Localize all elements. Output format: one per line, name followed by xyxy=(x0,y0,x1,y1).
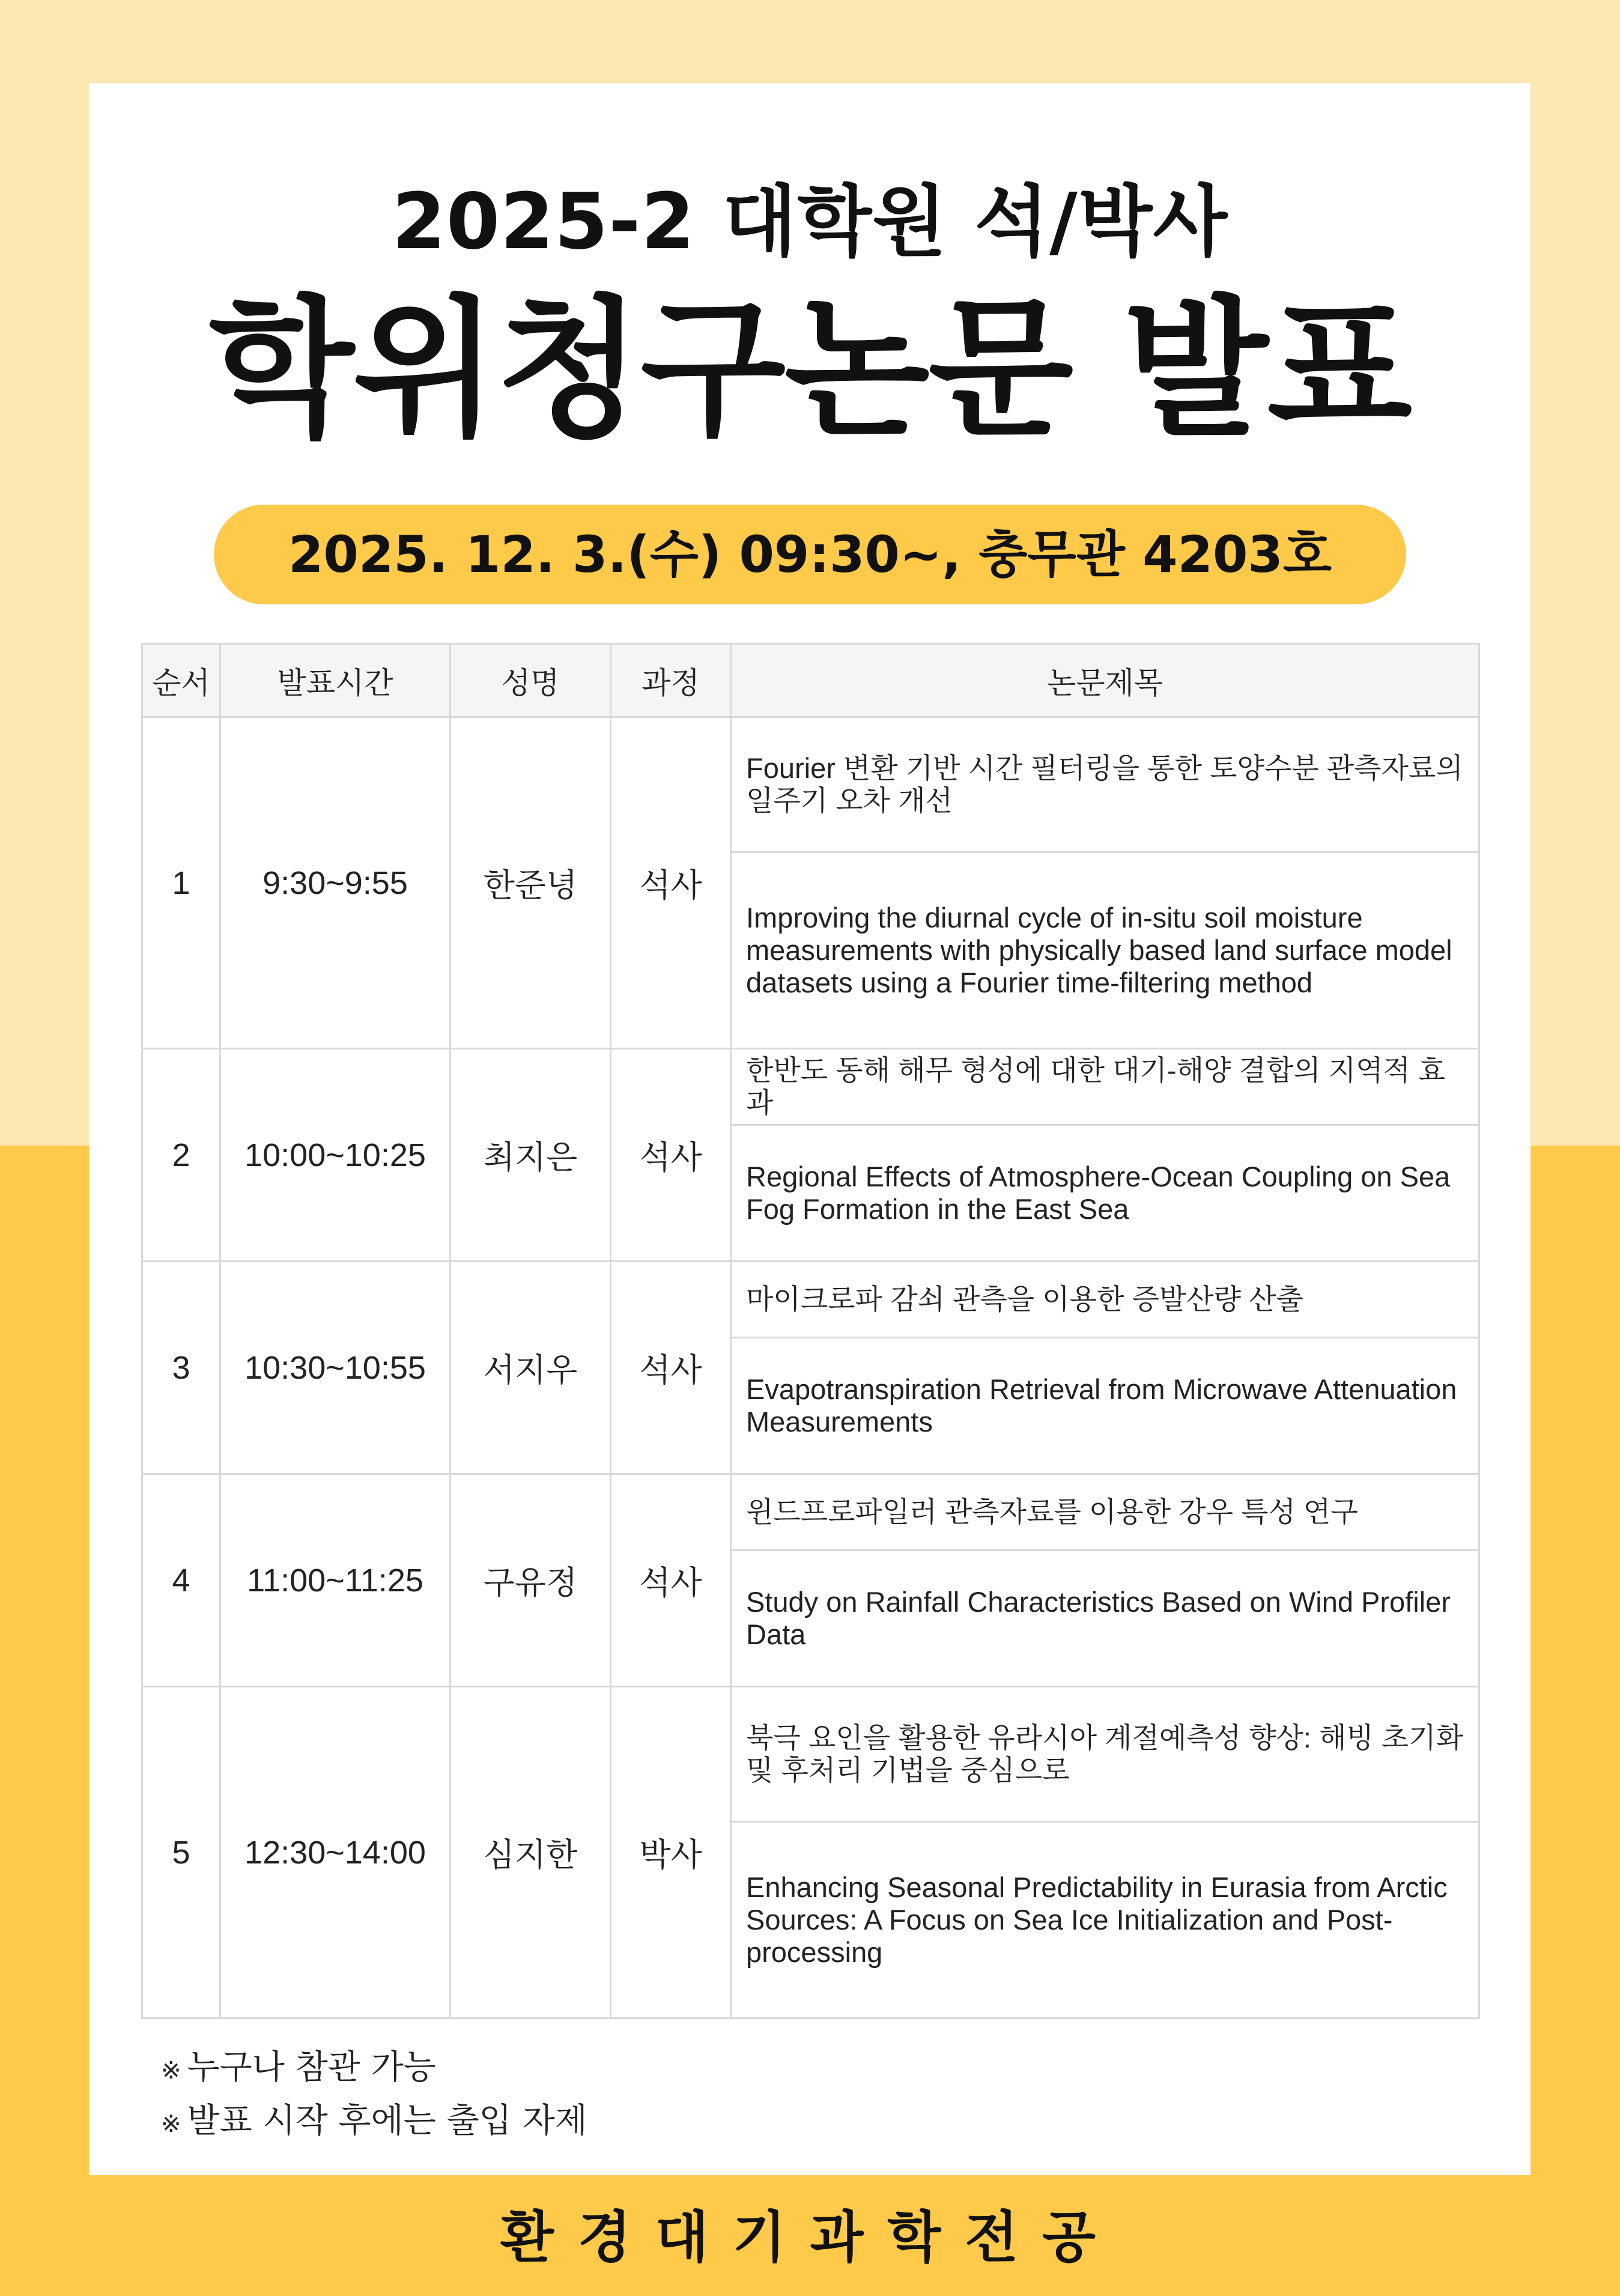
cell-name: 서지우 xyxy=(451,1262,611,1474)
column-header-order: 순서 xyxy=(142,644,220,717)
cell-title-english: Evapotranspiration Retrieval from Microwave Attenuation Measurements xyxy=(731,1338,1479,1474)
note-item xyxy=(161,2096,587,2149)
reference-mark-icon: ※ xyxy=(161,2057,181,2085)
reference-mark-icon: ※ xyxy=(161,2110,181,2138)
cell-time: 12:30~14:00 xyxy=(220,1687,451,2018)
cell-name: 구유정 xyxy=(451,1474,611,1687)
cell-course: 박사 xyxy=(611,1687,731,2018)
cell-course: 석사 xyxy=(611,717,731,1049)
column-header-name: 성명 xyxy=(451,644,611,717)
cell-order: 5 xyxy=(142,1687,220,2018)
table-row xyxy=(142,717,1479,852)
datetime-location-banner: 2025. 12. 3.(수) 09:30~, 충무관 4203호 xyxy=(214,505,1406,604)
cell-name: 한준녕 xyxy=(451,717,611,1049)
table-header-row xyxy=(142,644,1479,717)
notes-list xyxy=(161,2042,587,2149)
column-header-course: 과정 xyxy=(611,644,731,717)
cell-title-korean: Fourier 변환 기반 시간 필터링을 통한 토양수분 관측자료의 일주기 오차 개선 xyxy=(731,717,1479,852)
cell-order: 3 xyxy=(142,1262,220,1474)
note-item xyxy=(161,2042,587,2096)
cell-title-english: Regional Effects of Atmosphere-Ocean Coupling on Sea Fog Formation in the East Sea xyxy=(731,1125,1479,1262)
cell-time: 10:30~10:55 xyxy=(220,1262,451,1474)
cell-time: 10:00~10:25 xyxy=(220,1049,451,1262)
column-header-time: 발표시간 xyxy=(220,644,451,717)
cell-title-korean: 북극 요인을 활용한 유라시아 계절예측성 향상: 해빙 초기화 및 후처리 기법을 중심으로 xyxy=(731,1687,1479,1822)
presentation-schedule-table xyxy=(141,643,1480,2019)
cell-name: 최지은 xyxy=(451,1049,611,1262)
cell-title-korean: 한반도 동해 해무 형성에 대한 대기-해양 결합의 지역적 효과 xyxy=(731,1049,1479,1125)
cell-title-korean: 윈드프로파일러 관측자료를 이용한 강우 특성 연구 xyxy=(731,1474,1479,1550)
cell-name: 심지한 xyxy=(451,1687,611,2018)
cell-title-english: Study on Rainfall Characteristics Based on Wind Profiler Data xyxy=(731,1550,1479,1687)
cell-title-korean: 마이크로파 감쇠 관측을 이용한 증발산량 산출 xyxy=(731,1262,1479,1338)
cell-order: 1 xyxy=(142,717,220,1049)
table-row xyxy=(142,1262,1479,1338)
department-footer: 환경대기과학전공 xyxy=(500,2205,1120,2270)
cell-time: 9:30~9:55 xyxy=(220,717,451,1049)
table-row xyxy=(142,1049,1479,1125)
poster-subtitle: 2025-2 대학원 석/박사 xyxy=(392,177,1228,267)
cell-time: 11:00~11:25 xyxy=(220,1474,451,1687)
poster-title: 학위청구논문 발표 xyxy=(208,282,1412,457)
note-text: 누구나 참관 가능 xyxy=(187,2048,436,2087)
cell-course: 석사 xyxy=(611,1049,731,1262)
cell-title-english: Improving the diurnal cycle of in-situ soil moisture measurements with physically based land surface model datasets using a Fourier time-filtering method xyxy=(731,852,1479,1049)
column-header-thesis-title: 논문제목 xyxy=(731,644,1479,717)
cell-course: 석사 xyxy=(611,1474,731,1687)
cell-title-english: Enhancing Seasonal Predictability in Eurasia from Arctic Sources: A Focus on Sea Ice Initialization and Post-processing xyxy=(731,1822,1479,2018)
table-row xyxy=(142,1687,1479,1822)
cell-order: 2 xyxy=(142,1049,220,1262)
table-row xyxy=(142,1474,1479,1550)
cell-order: 4 xyxy=(142,1474,220,1687)
note-text: 발표 시작 후에는 출입 자제 xyxy=(187,2101,587,2140)
cell-course: 석사 xyxy=(611,1262,731,1474)
